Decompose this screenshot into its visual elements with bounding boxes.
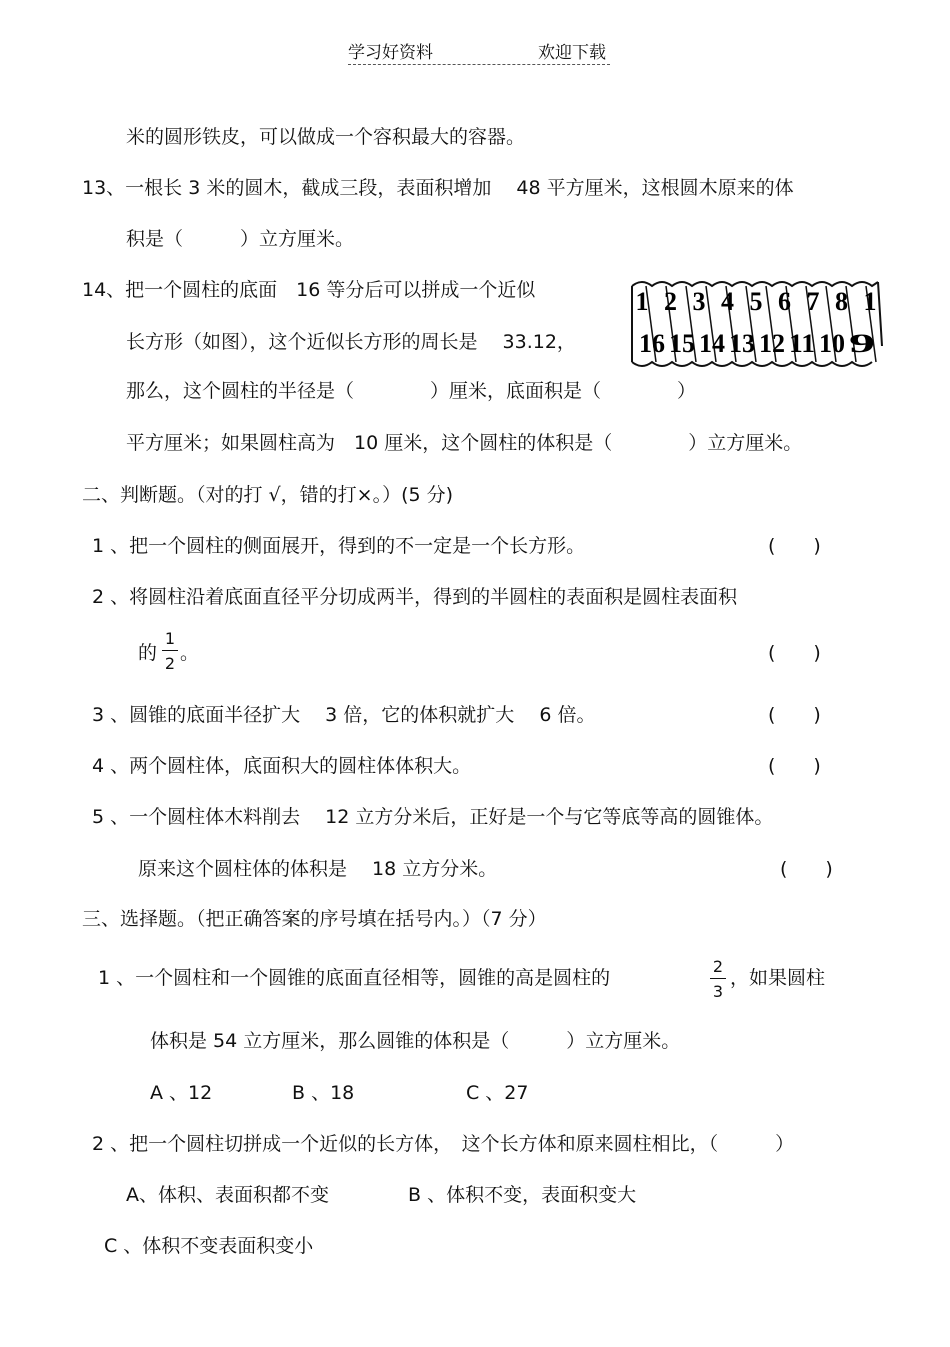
- fraction-half-denominator: 2: [164, 654, 176, 673]
- question-14: 14、把一个圆柱的底面 16 等分后可以拼成一个近似: [82, 279, 536, 301]
- judge-5: 5 、一个圆柱体木料削去 12 立方分米后，正好是一个与它等底等高的圆锥体。: [92, 806, 774, 828]
- judge-5-answer[interactable]: ( ): [780, 858, 833, 880]
- figure-bottom-number: 15: [669, 329, 695, 358]
- judge-5-cont: 原来这个圆柱体的体积是 18 立方分米。: [138, 858, 498, 880]
- header-left: 学习好资料: [348, 43, 433, 63]
- figure-top-number: 8: [835, 287, 848, 316]
- figure-bottom-labels: [639, 329, 875, 358]
- figure-bottom-number: 11: [789, 329, 815, 358]
- figure-top-edge: [632, 282, 878, 286]
- judge-4: 4 、两个圆柱体，底面积大的圆柱体体积大。: [92, 755, 472, 777]
- choice-2-option-a[interactable]: A、体积、表面积都不变: [126, 1184, 329, 1206]
- figure-right-edge: [878, 282, 882, 346]
- figure-bottom-number: 10: [819, 329, 845, 358]
- judge-3: 3 、圆锥的底面半径扩大 3 倍，它的体积就扩大 6 倍。: [92, 704, 596, 726]
- figure-top-number: 1: [863, 287, 877, 316]
- judge-1-answer[interactable]: ( ): [768, 535, 821, 557]
- figure-bottom-number: 9: [849, 329, 875, 358]
- question-14-line-2: 长方形（如图），这个近似长方形的周长是 33.12，: [126, 331, 576, 353]
- question-14-line-3: 那么，这个圆柱的半径是（ ）厘米，底面积是（ ）: [126, 380, 697, 402]
- choice-1-option-c[interactable]: C 、27: [466, 1082, 529, 1104]
- figure-bottom-number: 13: [729, 329, 755, 358]
- choice-1: 1 、一个圆柱和一个圆锥的底面直径相等，圆锥的高是圆柱的: [98, 967, 611, 989]
- judge-2: 2 、将圆柱沿着底面直径平分切成两半，得到的半圆柱的表面积是圆柱表面积: [92, 586, 738, 608]
- fraction-two-thirds-bar: [710, 978, 726, 979]
- fraction-two-thirds-numerator: 2: [712, 957, 724, 976]
- judge-4-answer[interactable]: ( ): [768, 755, 821, 777]
- figure-bottom-edge: [632, 362, 872, 366]
- choice-1-tail: ，如果圆柱: [730, 967, 826, 989]
- choice-2: 2 、把一个圆柱切拼成一个近似的长方体， 这个长方体和原来圆柱相比，（ ）: [92, 1133, 795, 1155]
- figure-top-number: 2: [664, 287, 677, 316]
- figure-bottom-number: 14: [699, 329, 725, 358]
- cylinder-strip-figure: [626, 276, 888, 370]
- figure-top-number: 5: [749, 287, 763, 316]
- judge-2-period: 。: [180, 642, 200, 664]
- choice-2-option-c[interactable]: C 、体积不变表面积变小: [104, 1235, 314, 1257]
- question-13-cont: 积是（ ）立方厘米。: [126, 228, 355, 250]
- figure-top-number: 7: [806, 287, 820, 316]
- figure-top-number: 3: [692, 287, 706, 316]
- fraction-half-numerator: 1: [164, 629, 176, 648]
- header-rule: [348, 64, 610, 65]
- choice-1-option-b[interactable]: B 、18: [292, 1082, 355, 1104]
- question-14-line-4: 平方厘米；如果圆柱高为 10 厘米，这个圆柱的体积是（ ）立方厘米。: [126, 432, 803, 454]
- line-1: 米的圆形铁皮，可以做成一个容积最大的容器。: [126, 126, 526, 148]
- judge-2-answer[interactable]: ( ): [768, 642, 821, 664]
- fraction-two-thirds-denominator: 3: [712, 982, 724, 1001]
- figure-top-number: 4: [721, 287, 734, 316]
- fraction-half-bar: [162, 650, 178, 651]
- choice-2-option-b[interactable]: B 、体积不变，表面积变大: [408, 1184, 637, 1206]
- section-3-heading: 三、选择题。（把正确答案的序号填在括号内。）（7 分）: [82, 908, 547, 930]
- figure-top-number: 6: [778, 287, 791, 316]
- header-right: 欢迎下载: [538, 43, 606, 63]
- figure-bottom-number: 16: [639, 329, 665, 358]
- judge-2-cont: 的: [138, 642, 158, 664]
- judge-1: 1 、把一个圆柱的侧面展开，得到的不一定是一个长方形。: [92, 535, 586, 557]
- question-13: 13、一根长 3 米的圆木，截成三段，表面积增加 48 平方厘米，这根圆木原来的体: [82, 177, 794, 199]
- choice-1-option-a[interactable]: A 、12: [150, 1082, 213, 1104]
- figure-top-labels: [636, 287, 877, 316]
- choice-1-cont: 体积是 54 立方厘米，那么圆锥的体积是（ ）立方厘米。: [150, 1030, 681, 1052]
- section-2-heading: 二、判断题。（对的打 √，错的打×。）(5 分): [82, 484, 454, 506]
- figure-bottom-number: 12: [759, 329, 785, 358]
- judge-3-answer[interactable]: ( ): [768, 704, 821, 726]
- figure-top-number: 1: [635, 287, 649, 316]
